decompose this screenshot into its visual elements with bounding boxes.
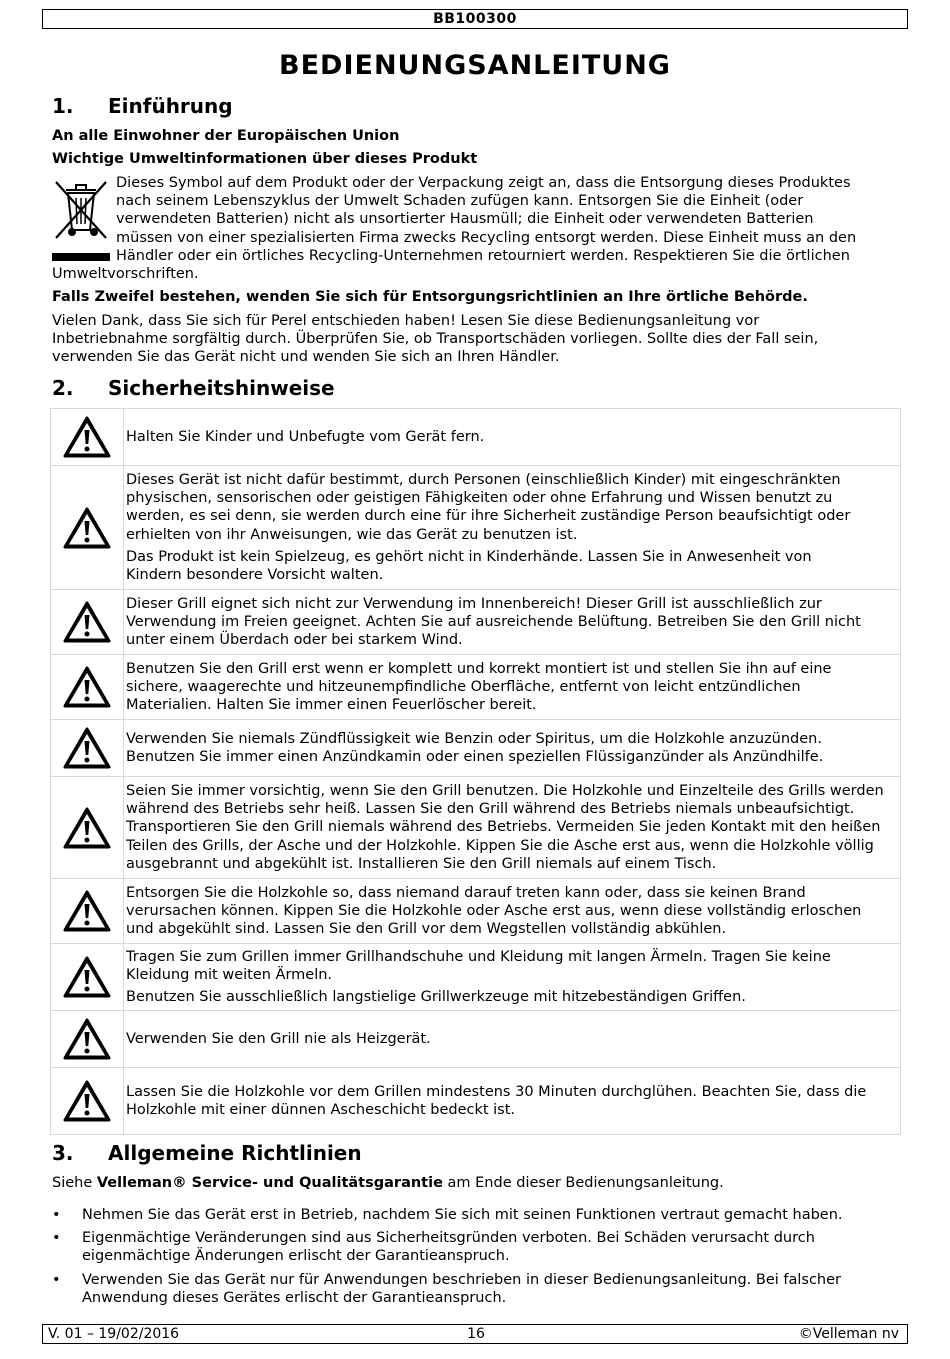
safety-paragraph: Dieser Grill eignet sich nicht zur Verwendung im Innenbereich! Dieser Grill ist ausschließlich zur Verwendung im Freien geeignet. Achten Sie auf ausreichende Belüftung. Betreiben Sie den Grill nicht unter einem Überdach oder bei starkem Wind. bbox=[126, 595, 861, 649]
safety-paragraph: Verwenden Sie den Grill nie als Heizgerät. bbox=[126, 1030, 431, 1047]
thanks-paragraph: Vielen Dank, dass Sie sich für Perel entschieden haben! Lesen Sie diese Bedienungsanleitung vor Inbetriebnahme sorgfältig durch. Überprüfen Sie, ob Transportschäden vorliegen. Sollte dies der Fall sein, verwenden Sie das Gerät nicht und wenden Sie sich an Ihren Händler. bbox=[52, 313, 819, 366]
safety-icon-cell bbox=[51, 1068, 124, 1135]
safety-row bbox=[51, 777, 901, 879]
page-header bbox=[42, 9, 908, 29]
safety-paragraph: Entsorgen Sie die Holzkohle so, dass niemand darauf treten kann oder, dass sie keinen Brand verursachen können. Kippen Sie die Holzkohle oder Asche erst aus, wenn diese vollständig erloschen und abgekühlt sind. Lassen Sie den Grill vor dem Wegstellen vollständig abkühlen. bbox=[126, 884, 862, 938]
warning-triangle-icon bbox=[63, 890, 111, 932]
safety-icon-cell bbox=[51, 777, 124, 879]
doubt-notice: Falls Zweifel bestehen, wenden Sie sich für Entsorgungsrichtlinien an Ihre örtliche Behörde. bbox=[52, 289, 808, 305]
safety-row bbox=[51, 466, 901, 590]
safety-row bbox=[51, 1011, 901, 1068]
bullet-mark: • bbox=[52, 1207, 61, 1223]
safety-icon-cell bbox=[51, 409, 124, 466]
section-heading-einfuehrung bbox=[52, 94, 233, 118]
safety-icon-cell bbox=[51, 879, 124, 944]
safety-icon-cell bbox=[51, 720, 124, 777]
warning-triangle-icon bbox=[63, 807, 111, 849]
warning-triangle-icon bbox=[63, 666, 111, 708]
warning-triangle-icon bbox=[63, 956, 111, 998]
warning-triangle-icon bbox=[63, 416, 111, 458]
safety-row bbox=[51, 655, 901, 720]
page-number: 16 bbox=[467, 1326, 485, 1342]
warning-triangle-icon bbox=[63, 1018, 111, 1060]
safety-text-cell bbox=[124, 409, 901, 466]
section-heading-sicherheitshinweise: 2. Sicherheitshinweise bbox=[52, 376, 335, 400]
bullet-mark: • bbox=[52, 1230, 61, 1247]
safety-text-cell bbox=[124, 1011, 901, 1068]
safety-icon-cell bbox=[51, 466, 124, 590]
section-heading-allgemeine-richtlinien: 3. Allgemeine Richtlinien bbox=[52, 1141, 362, 1165]
safety-icon-cell bbox=[51, 655, 124, 720]
section-number: 1. bbox=[52, 94, 74, 118]
safety-table bbox=[50, 408, 901, 1135]
safety-text-cell bbox=[124, 1068, 901, 1135]
guarantee-reference: Siehe Velleman® Service- und Qualitätsgarantie am Ende dieser Bedienungsanleitung. bbox=[52, 1175, 724, 1191]
safety-row bbox=[51, 944, 901, 1011]
safety-text-cell bbox=[124, 466, 901, 590]
list-item: • Nehmen Sie das Gerät erst in Betrieb, nachdem Sie sich mit seinen Funktionen vertraut gemacht haben. bbox=[52, 1207, 843, 1223]
guidelines-list bbox=[52, 1206, 902, 1312]
safety-icon-cell bbox=[51, 1011, 124, 1068]
weee-notice: Dieses Symbol auf dem Produkt oder der Verpackung zeigt an, dass die Entsorgung dieses Produktes nach seinem Lebenszyklus der Umwelt Schaden zufügen kann. Entsorgen Sie die Einheit (oder verwendeten Batterien) nicht als unsortierter Hausmüll; die Einheit oder verwendeten Batterien müssen von einer spezialisierten Firma zwecks Recycling entsorgt werden. Diese Einheit muss an den Händler oder ein örtliches Recycling-Unternehmen retourniert werden. Respektieren Sie die örtlichen Umweltvorschriften. bbox=[52, 175, 857, 283]
section-title: Einführung bbox=[108, 94, 233, 118]
safety-row bbox=[51, 409, 901, 466]
safety-paragraph: Dieses Gerät ist nicht dafür bestimmt, durch Personen (einschließlich Kinder) mit eingeschränkten physischen, sensorischen oder geistigen Fähigkeiten oder ohne Erfahrung und Wissen benutzt zu werden, es sei denn, sie werden durch eine für ihre Sicherheit zuständige Person beaufsichtigt oder erhielten von ihr Anweisungen, wie das Gerät zu benutzen ist. bbox=[126, 471, 851, 543]
safety-paragraph: Lassen Sie die Holzkohle vor dem Grillen mindestens 30 Minuten durchglühen. Beachten Sie, dass die Holzkohle mit einer dünnen Ascheschicht bedeckt ist. bbox=[126, 1083, 867, 1118]
safety-text-cell bbox=[124, 944, 901, 1011]
safety-row bbox=[51, 879, 901, 944]
safety-paragraph: Verwenden Sie niemals Zündflüssigkeit wie Benzin oder Spiritus, um die Holzkohle anzuzünden. Benutzen Sie immer einen Anzündkamin oder einen speziellen Flüssiganzünder als Anzündhilfe. bbox=[126, 730, 824, 765]
warning-triangle-icon bbox=[63, 601, 111, 643]
list-item: • Verwenden Sie das Gerät nur für Anwendungen beschrieben in dieser Bedienungsanleitung. Bei falscher Anwendung dieses Gerätes erlischt der Garantieanspruch. bbox=[52, 1271, 842, 1306]
safety-text-cell bbox=[124, 879, 901, 944]
safety-row bbox=[51, 590, 901, 655]
safety-paragraph: Benutzen Sie den Grill erst wenn er komplett und korrekt montiert ist und stellen Sie ihn auf eine sichere, waagerechte und hitzeunempfindliche Oberfläche, entfernt von leicht entzündlichen Materialien. Halten Sie immer einen Feuerlöscher bereit. bbox=[126, 660, 832, 714]
safety-row bbox=[51, 1068, 901, 1135]
list-item: • Eigenmächtige Veränderungen sind aus Sicherheitsgründen verboten. Bei Schäden verursacht durch eigenmächtige Änderungen erlischt der Garantieanspruch. bbox=[52, 1230, 815, 1265]
safety-paragraph: Das Produkt ist kein Spielzeug, es gehört nicht in Kinderhände. Lassen Sie in Anwesenheit von Kindern besondere Vorsicht walten. bbox=[126, 548, 812, 583]
safety-icon-cell bbox=[51, 944, 124, 1011]
safety-paragraph: Benutzen Sie ausschließlich langstielige Grillwerkzeuge mit hitzebeständigen Griffen. bbox=[126, 989, 746, 1006]
copyright: ©Velleman nv bbox=[798, 1326, 899, 1342]
environment-info-line: Wichtige Umweltinformationen über dieses Produkt bbox=[52, 151, 478, 167]
safety-icon-cell bbox=[51, 590, 124, 655]
safety-paragraph: Seien Sie immer vorsichtig, wenn Sie den Grill benutzen. Die Holzkohle und Einzelteile des Grills werden während des Betriebs sehr heiß. Lassen Sie den Grill während des Betriebs niemals unbeaufsichtigt. Transportieren Sie den Grill niemals während des Betriebs. Vermeiden Sie jeden Kontakt mit den heißen Teilen des Grills, der Asche und der Holzkohle. Kippen Sie die Asche erst aus, wenn die Holzkohle völlig ausgebrannt und abgekühlt ist. Installieren Sie den Grill niemals auf einem Tisch. bbox=[126, 782, 884, 872]
document-title: BEDIENUNGSANLEITUNG bbox=[279, 50, 671, 81]
safety-text-cell bbox=[124, 720, 901, 777]
safety-paragraph: Halten Sie Kinder und Unbefugte vom Gerät fern. bbox=[126, 428, 485, 445]
safety-row bbox=[51, 720, 901, 777]
safety-text-cell bbox=[124, 590, 901, 655]
safety-paragraph: Tragen Sie zum Grillen immer Grillhandschuhe und Kleidung mit langen Ärmeln. Tragen Sie keine Kleidung mit weiten Ärmeln. bbox=[126, 948, 831, 983]
version-date: V. 01 – 19/02/2016 bbox=[48, 1326, 180, 1342]
bullet-mark: • bbox=[52, 1271, 61, 1288]
product-code: BB100300 bbox=[433, 11, 517, 27]
safety-text-cell bbox=[124, 777, 901, 879]
warning-triangle-icon bbox=[63, 507, 111, 549]
eu-residents-line: An alle Einwohner der Europäischen Union bbox=[52, 128, 400, 144]
safety-text-cell bbox=[124, 655, 901, 720]
page-footer bbox=[42, 1324, 908, 1344]
guarantee-name: Velleman® Service- und Qualitätsgarantie bbox=[96, 1175, 443, 1191]
warning-triangle-icon bbox=[63, 1080, 111, 1122]
warning-triangle-icon bbox=[63, 727, 111, 769]
